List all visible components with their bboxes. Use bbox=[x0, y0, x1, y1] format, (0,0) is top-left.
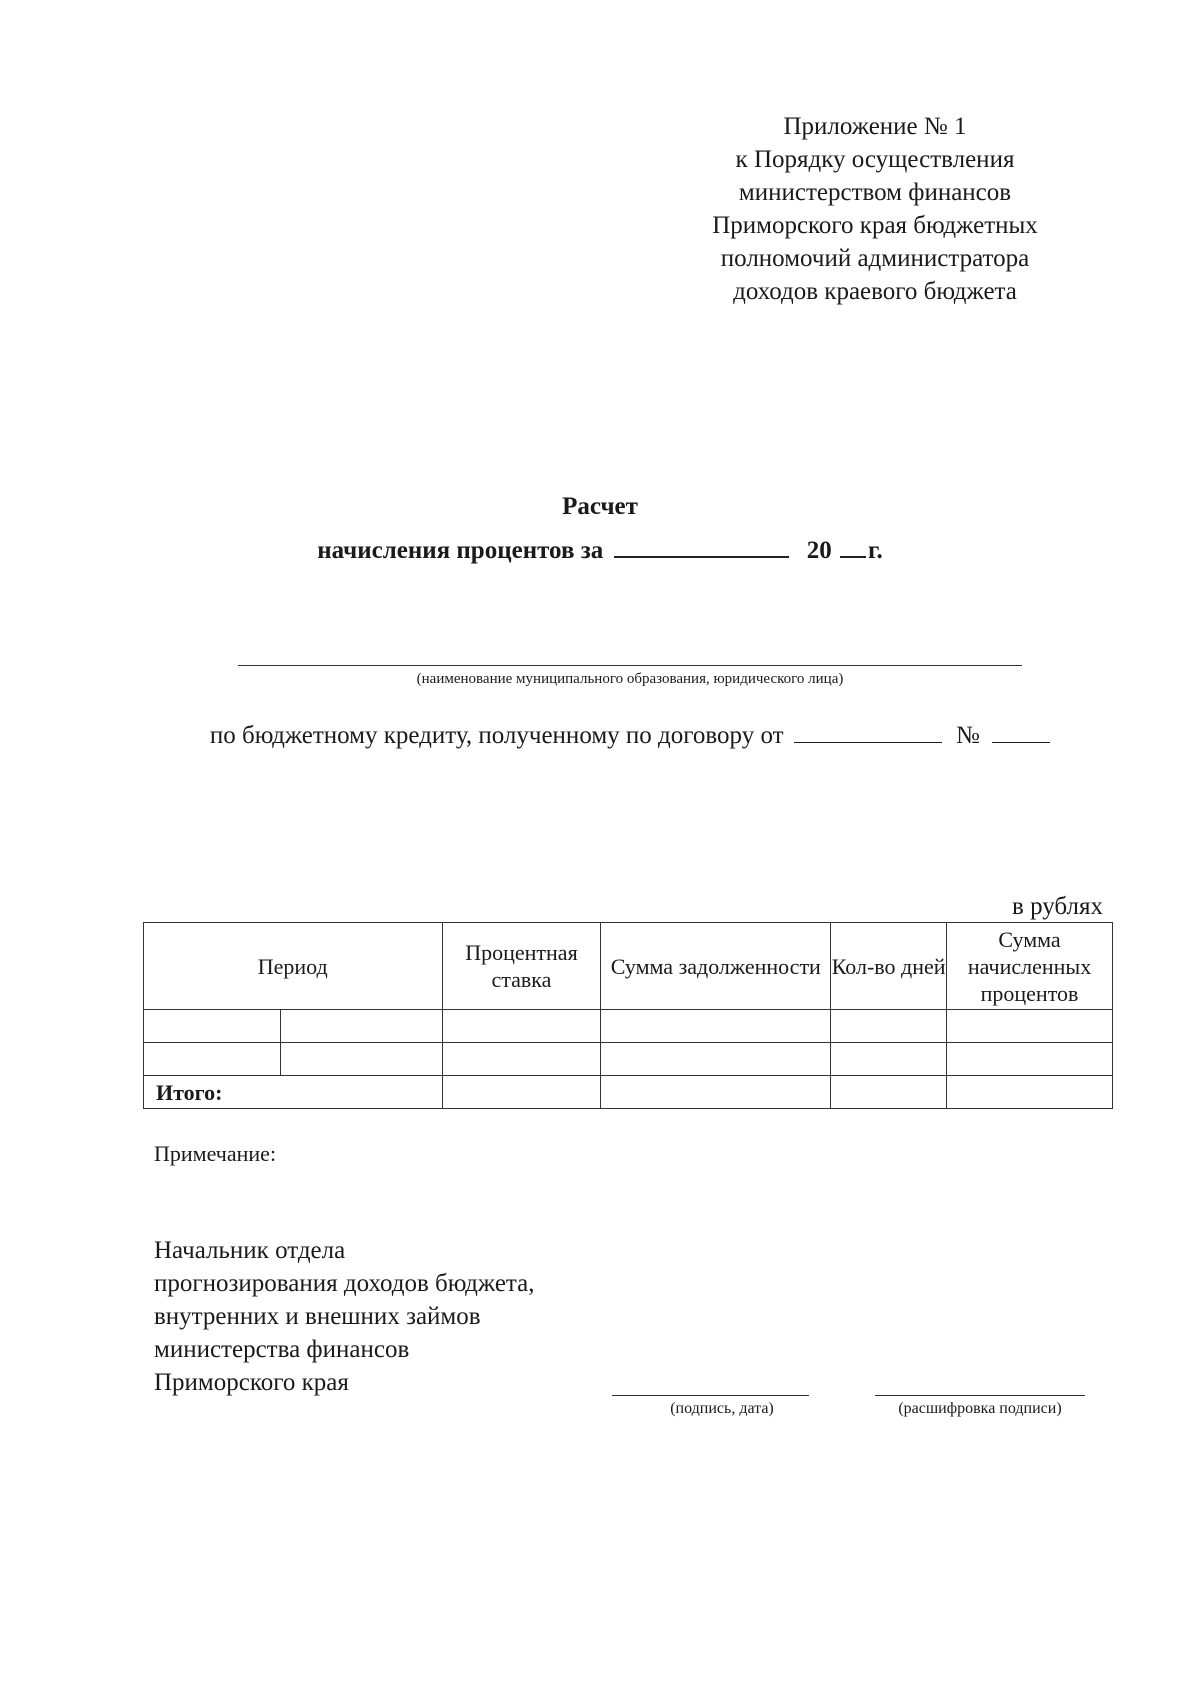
table-cell bbox=[947, 1043, 1113, 1076]
table-cell bbox=[601, 1010, 831, 1043]
table-cell bbox=[601, 1076, 831, 1109]
number-sign: № bbox=[956, 722, 980, 749]
signer-block bbox=[154, 1234, 535, 1399]
appendix-line: доходов краевого бюджета bbox=[733, 278, 1017, 305]
contract-number-blank-field bbox=[992, 722, 1050, 743]
header-interest: Сумма начисленных процентов bbox=[947, 923, 1113, 1010]
appendix-line: полномочий администратора bbox=[720, 245, 1030, 272]
signature-decode-line bbox=[875, 1395, 1085, 1396]
signer-line: внутренних и внешних займов bbox=[154, 1303, 481, 1330]
year-blank-field bbox=[840, 534, 866, 558]
table-cell bbox=[831, 1043, 947, 1076]
table-cell bbox=[280, 1043, 442, 1076]
table-cell bbox=[442, 1010, 601, 1043]
table-cell bbox=[601, 1043, 831, 1076]
total-label: Итого: bbox=[144, 1076, 443, 1109]
title-year-suffix: г. bbox=[868, 537, 883, 564]
table-cell bbox=[947, 1010, 1113, 1043]
org-name-line bbox=[238, 665, 1022, 666]
appendix-line: к Порядку осуществления bbox=[735, 146, 1015, 173]
credit-text: по бюджетному кредиту, полученному по договору от bbox=[209, 722, 784, 749]
title-line-2 bbox=[0, 529, 1200, 573]
org-name-caption: (наименование муниципального образования, юридического лица) bbox=[416, 671, 844, 687]
note-label: Примечание: bbox=[154, 1141, 277, 1166]
appendix-line: министерством финансов bbox=[738, 179, 1012, 206]
header-debt: Сумма задолженности bbox=[601, 923, 831, 1010]
credit-line bbox=[0, 722, 1200, 750]
signer-line: министерства финансов bbox=[154, 1336, 410, 1363]
table-cell bbox=[280, 1010, 442, 1043]
table-cell bbox=[831, 1076, 947, 1109]
title-prefix: начисления процентов за bbox=[317, 537, 604, 564]
appendix-line: Приморского края бюджетных bbox=[712, 212, 1038, 239]
signature-line bbox=[612, 1395, 809, 1396]
period-blank-field bbox=[614, 534, 789, 558]
signer-line: Приморского края bbox=[154, 1369, 349, 1396]
header-period: Период bbox=[144, 923, 443, 1010]
table-cell bbox=[144, 1043, 281, 1076]
appendix-line: Приложение № 1 bbox=[783, 113, 967, 140]
signer-line: прогнозирования доходов бюджета, bbox=[154, 1270, 535, 1297]
table-row bbox=[144, 1010, 1113, 1043]
document-title bbox=[0, 485, 1200, 573]
table-cell bbox=[442, 1076, 601, 1109]
units-label: в рублях bbox=[1012, 893, 1103, 920]
signature-decode-caption: (расшифровка подписи) bbox=[898, 1400, 1062, 1417]
table-row bbox=[144, 1043, 1113, 1076]
table-cell bbox=[144, 1010, 281, 1043]
signature-caption: (подпись, дата) bbox=[670, 1400, 774, 1417]
title-line-1: Расчет bbox=[562, 493, 638, 520]
interest-table bbox=[143, 922, 1113, 1109]
header-rate: Процентная ставка bbox=[442, 923, 601, 1010]
table-cell bbox=[947, 1076, 1113, 1109]
header-days: Кол-во дней bbox=[831, 923, 947, 1010]
appendix-header bbox=[660, 110, 1090, 308]
title-year-prefix: 20 bbox=[806, 537, 832, 564]
contract-date-blank-field bbox=[794, 722, 942, 743]
signer-line: Начальник отдела bbox=[154, 1237, 346, 1264]
table-cell bbox=[831, 1010, 947, 1043]
table-cell bbox=[442, 1043, 601, 1076]
table-header-row bbox=[144, 923, 1113, 1010]
table-total-row bbox=[144, 1076, 1113, 1109]
